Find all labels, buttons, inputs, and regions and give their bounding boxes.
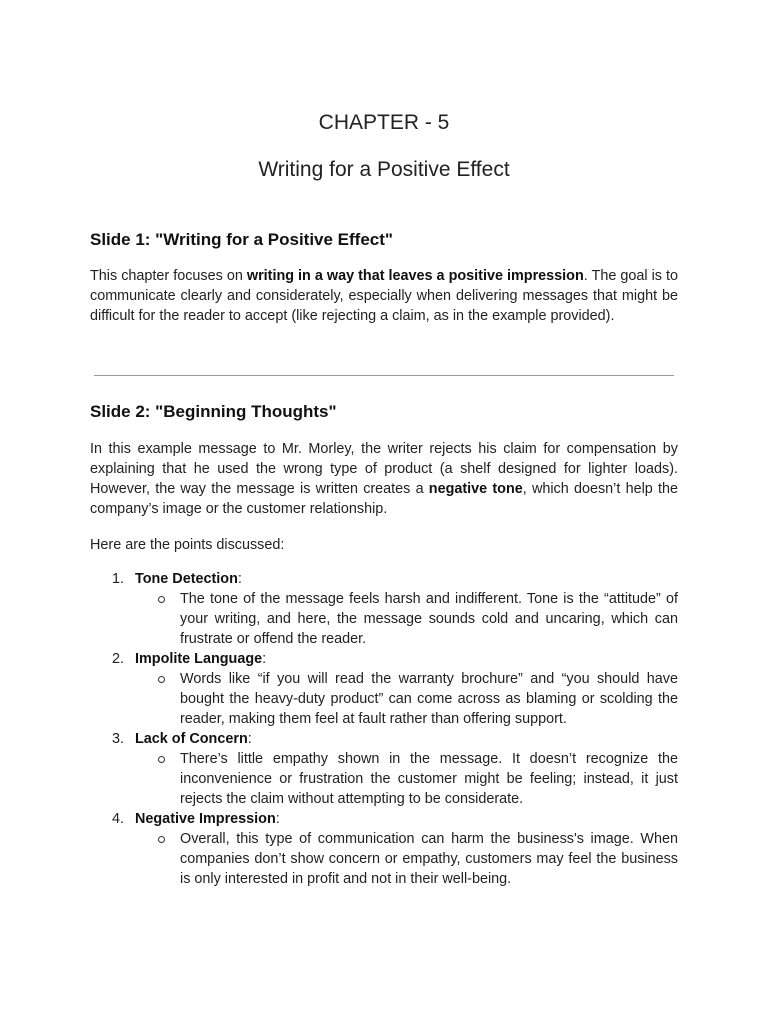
item-number: 4.	[112, 811, 125, 827]
item-colon: :	[237, 571, 242, 587]
item-title: Lack of Concern	[135, 731, 248, 747]
sub-list	[135, 669, 678, 729]
sub-list-item	[135, 669, 678, 729]
item-title: Tone Detection	[135, 571, 238, 587]
slide1-text: This chapter focuses on	[90, 268, 247, 284]
hollow-circle-bullet-icon	[158, 756, 165, 763]
item-title: Impolite Language	[135, 651, 263, 667]
hollow-circle-bullet-icon	[158, 836, 165, 843]
list-item	[90, 729, 678, 809]
slide2-paragraph	[90, 439, 678, 519]
hollow-circle-bullet-icon	[158, 596, 165, 603]
sub-list	[135, 589, 678, 649]
sub-list	[135, 749, 678, 809]
slide1-heading: Slide 1: "Writing for a Positive Effect"	[90, 230, 393, 249]
sub-list-item	[135, 829, 678, 889]
slide1-emphasis: writing in a way that leaves a positive impression	[246, 268, 584, 284]
points-list	[90, 569, 678, 889]
item-detail: The tone of the message feels harsh and indifferent. Tone is the “attitude” of your writing, and here, the message sounds cold and uncaring, which can frustrate or offend the reader.	[180, 591, 678, 647]
item-detail: Overall, this type of communication can harm the business's image. When companies don’t show concern or empathy, customers may feel the business is only interested in profit and not in their well-being.	[180, 831, 678, 887]
item-colon: :	[262, 651, 267, 667]
item-number: 1.	[112, 571, 125, 587]
item-number: 2.	[112, 651, 125, 667]
chapter-title: Writing for a Positive Effect	[258, 158, 510, 181]
sub-list-item	[135, 749, 678, 809]
item-colon: :	[275, 811, 280, 827]
section-divider	[94, 375, 674, 376]
slide1-text-end: . The goal is to communicate clearly and considerately, especially when delivering messages that might be difficult for the reader to accept (like rejecting a claim, as in the example provided).	[90, 268, 678, 324]
slide2-text-end: , which doesn’t help the company’s image or the customer relationship.	[90, 481, 678, 517]
sub-list-item	[135, 589, 678, 649]
item-detail: There’s little empathy shown in the message. It doesn’t recognize the inconvenience or frustration the customer might be feeling; instead, it just rejects the claim without attempting to be considerate.	[180, 751, 678, 807]
chapter-number: CHAPTER - 5	[318, 111, 450, 134]
item-colon: :	[247, 731, 252, 747]
slide2-heading: Slide 2: "Beginning Thoughts"	[90, 402, 337, 421]
list-item	[90, 569, 678, 649]
points-intro: Here are the points discussed:	[90, 537, 285, 553]
item-title: Negative Impression	[135, 811, 276, 827]
slide1-paragraph	[90, 266, 678, 326]
list-item	[90, 809, 678, 889]
item-number: 3.	[112, 731, 125, 747]
hollow-circle-bullet-icon	[158, 676, 165, 683]
list-item	[90, 649, 678, 729]
slide2-text: In this example message to Mr. Morley, the writer rejects his claim for compensation by explaining that he used the wrong type of product (a shelf designed for lighter loads). However, the way the message is written creates a	[90, 441, 678, 497]
sub-list	[135, 829, 678, 889]
slide2-emphasis: negative tone	[428, 481, 523, 497]
item-detail: Words like “if you will read the warranty brochure” and “you should have bought the heavy-duty product” can come across as blaming or scolding the reader, making them feel at fault rather than offering support.	[180, 671, 678, 727]
